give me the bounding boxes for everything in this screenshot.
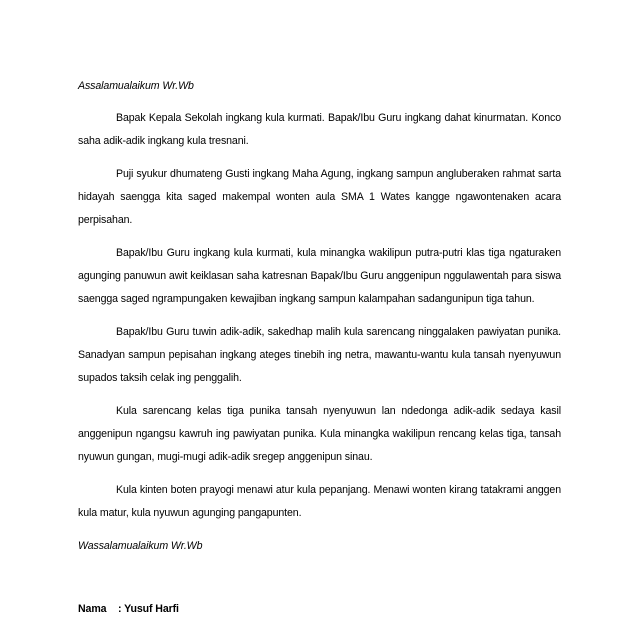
paragraph-opening: Bapak Kepala Sekolah ingkang kula kurmati. Bapak/Ibu Guru ingkang dahat kinurmatan. Konco saha adik-adik ingkang kula tresnani. [78, 112, 561, 147]
greeting: Assalamualaikum Wr.Wb [78, 80, 194, 92]
paragraph-gratitude: Puji syukur dhumateng Gusti ingkang Maha Agung, ingkang sampun angluberaken rahmat sarta hidayah saengga kita saged makempal wonten aula SMA 1 Wates kangge ngawontenaken acara perpisahan. [78, 168, 561, 226]
letter-document [78, 79, 561, 616]
closing: Wassalamualaikum Wr.Wb [78, 540, 203, 552]
paragraph-apology: Kula kinten boten prayogi menawi atur kula pepanjang. Menawi wonten kirang tatakrami anggen kula matur, kula nyuwun agunging pangapunten. [78, 484, 561, 519]
signature-name: : Yusuf Harfi [118, 603, 179, 615]
paragraph-farewell: Bapak/Ibu Guru tuwin adik-adik, sakedhap malih kula sarencang ninggalaken pawiyatan punika. Sanadyan sampun pepisahan ingkang ateges tinebih ing netra, mawantu-wantu kula tansah nyenyuwun supados taksih celak ing penggalih. [78, 326, 561, 384]
paragraph-thanks-teachers: Bapak/Ibu Guru ingkang kula kurmati, kula minangka wakilipun putra-putri klas tiga ngaturaken agunging panuwun awit keiklasan saha katresnan Bapak/Ibu Guru anggenipun nggulawentah para siswa saengga saged ngrampungaken kewajiban ingkang sampun kalampahan sadangunipun tiga tahun. [78, 247, 561, 305]
signature-line [78, 602, 561, 616]
paragraph-wishes: Kula sarencang kelas tiga punika tansah nyenyuwun lan ndedonga adik-adik sedaya kasil anggenipun ngangsu kawruh ing pawiyatan punika. Kula minangka wakilipun rencang kelas tiga, tansah nyuwun gungan, mugi-mugi adik-adik sregep anggenipun sinau. [78, 405, 561, 463]
signature-label: Nama [78, 603, 107, 615]
